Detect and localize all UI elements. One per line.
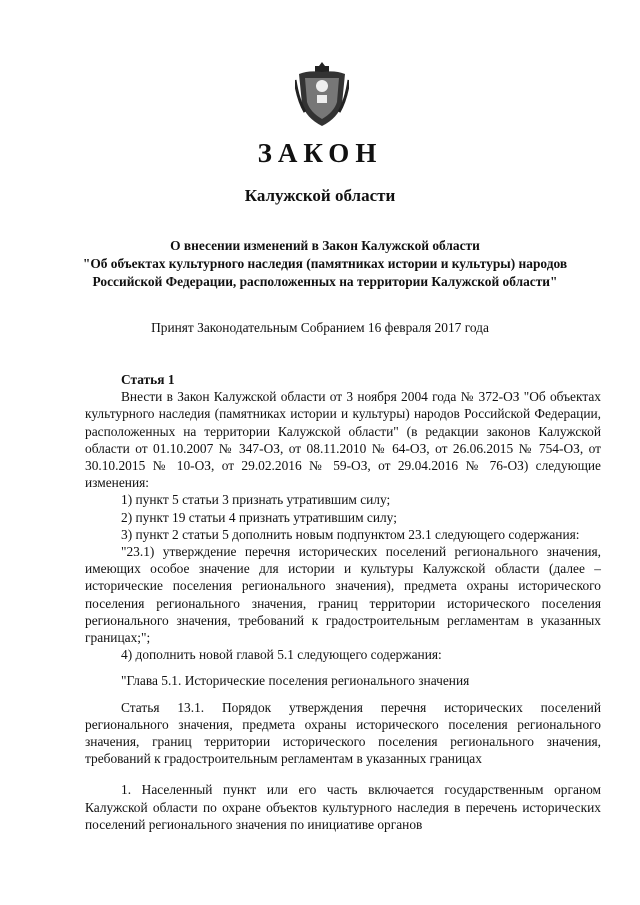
quoted-subclause: "23.1) утверждение перечня исторических поселений регионального значения, имеющих особое значение для истории и культуры Калужской области (далее – исторические поселения регионального значения), предмета охраны исторического поселения регионального значения, границ территории исторического поселения регионального значения, требований к градостроительным регламентам в указанных границах;"; (85, 544, 601, 646)
amendment-item: 1) пункт 5 статьи 3 признать утратившим силу; (121, 492, 391, 508)
adoption-note: Принят Законодательным Собранием 16 февраля 2017 года (151, 320, 489, 335)
law-body (85, 371, 601, 833)
subject-line: "Об объектах культурного наследия (памятниках истории и культуры) народов (82, 256, 568, 271)
chapter-heading: "Глава 5.1. Исторические поселения регионального значения (121, 673, 470, 689)
coat-of-arms-icon (295, 60, 349, 130)
amendment-item: 2) пункт 19 статьи 4 признать утратившим силу; (121, 509, 397, 525)
amendment-item: 3) пункт 2 статьи 5 дополнить новым подпунктом 23.1 следующего содержания: (121, 526, 580, 542)
law-subject (60, 237, 590, 291)
subject-line: Российской Федерации, расположенных на территории Калужской области" (92, 274, 558, 289)
region-title: Калужской области (244, 186, 396, 205)
article-intro: Внести в Закон Калужской области от 3 ноября 2004 года № 372-ОЗ "Об объектах культурного наследия (памятниках истории и культуры) народов Российской Федерации, расположенных на территории Калужской области" (в редакции законов Калужской области от 01.10.2007 № 347-ОЗ, от 08.11.2010 № 64-ОЗ, от 26.06.2015 № 754-ОЗ, от 30.10.2015 № 10-ОЗ, от 29.02.2016 № 59-ОЗ, от 29.04.2016 № 76-ОЗ) следующие изменения: (85, 389, 601, 491)
article-heading: Статья 1 (121, 372, 175, 387)
subject-line: О внесении изменений в Закон Калужской области (170, 238, 480, 253)
article-13-1: Статья 13.1. Порядок утверждения перечня исторических поселений регионального значения, предмета охраны исторического поселения регионального значения, границ территории исторического поселения регионального значения, требований к градостроительным регламентам в указанных границах (85, 699, 601, 767)
amendment-item: 4) дополнить новой главой 5.1 следующего содержания: (121, 647, 442, 663)
law-title: ЗАКОН (257, 138, 383, 168)
paragraph-1: 1. Населенный пункт или его часть включается государственным органом Калужской области по охране объектов культурного наследия в перечень исторических поселений регионального значения по инициативе органов (85, 782, 601, 832)
